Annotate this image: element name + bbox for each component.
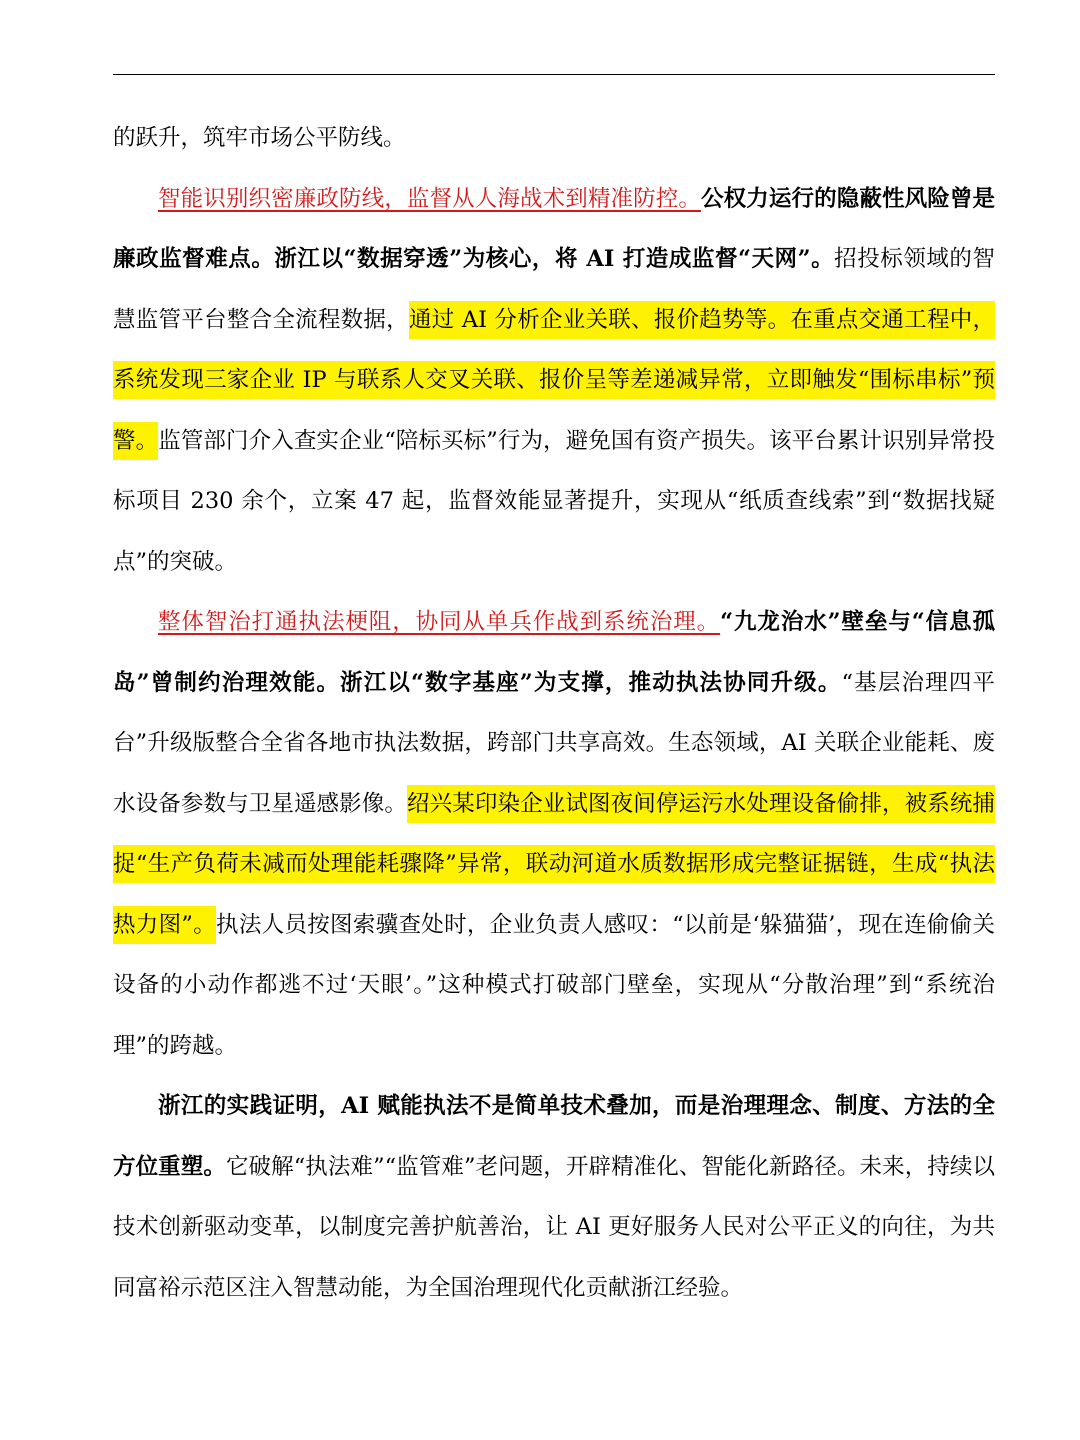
- paragraph-2-text-b: 监管部门介入查实企业“陪标买标”行为，避免国有资产损失。该平台累计识别异常投标项目 230 余个，立案 47 起，监督效能显著提升，实现从“纸质查线索”到“数据找疑点”的突破。: [113, 427, 995, 575]
- paragraph-2-lead: 公权力运行的隐蔽性风险曾是廉政监督难点。浙江以“数据穿透”为核心，将 AI 打造成监督“天网”。: [113, 185, 995, 272]
- paragraph-4-lead: 浙江的实践证明，AI 赋能执法不是简单技术叠加，而是治理理念、制度、方法的全方位重塑。: [113, 1093, 995, 1180]
- paragraph-2: [113, 169, 995, 593]
- paragraph-3-highlight: 绍兴某印染企业试图夜间停运污水处理设备偷排，被系统捕捉“生产负荷未减而处理能耗骤降”异常，联动河道水质数据形成完整证据链，生成“执法热力图”。: [113, 785, 995, 944]
- paragraph-1: [113, 108, 995, 169]
- section-heading-integrity: 智能识别织密廉政防线，监督从人海战术到精准防控。: [158, 185, 701, 212]
- paragraph-3: [113, 592, 995, 1076]
- paragraph-4-text: 它破解“执法难”“监管难”老问题，开辟精准化、智能化新路径。未来，持续以技术创新驱动变革，以制度完善护航善治，让 AI 更好服务人民对公平正义的向往，为共同富裕示范区注入智慧动能，为全国治理现代化贡献浙江经验。: [113, 1153, 995, 1301]
- section-heading-governance: 整体智治打通执法梗阻，协同从单兵作战到系统治理。: [158, 609, 721, 635]
- paragraph-4: [113, 1076, 995, 1318]
- paragraph-2-highlight: 通过 AI 分析企业关联、报价趋势等。在重点交通工程中，系统发现三家企业 IP 与联系人交叉关联、报价呈等差递减异常，立即触发“围标串标”预警。: [113, 301, 995, 460]
- paragraph-1-text: 的跃升，筑牢市场公平防线。: [113, 125, 406, 151]
- paragraph-3-text-a: “基层治理四平台”升级版整合全省各地市执法数据，跨部门共享高效。生态领域，AI 关联企业能耗、废水设备参数与卫星遥感影像。: [113, 669, 995, 817]
- paragraph-3-lead: “九龙治水”壁垒与“信息孤岛”曾制约治理效能。浙江以“数字基座”为支撑，推动执法协同升级。: [113, 609, 995, 696]
- paragraph-3-text-b: 执法人员按图索骥查处时，企业负责人感叹：“以前是‘躲猫猫’，现在连偷偷关设备的小动作都逃不过‘天眼’。”这种模式打破部门壁垒，实现从“分散治理”到“系统治理”的跨越。: [113, 911, 995, 1059]
- header-rule: [113, 74, 995, 75]
- document-body: [113, 108, 995, 1318]
- paragraph-2-text-a: 招投标领域的智慧监管平台整合全流程数据，: [113, 246, 995, 333]
